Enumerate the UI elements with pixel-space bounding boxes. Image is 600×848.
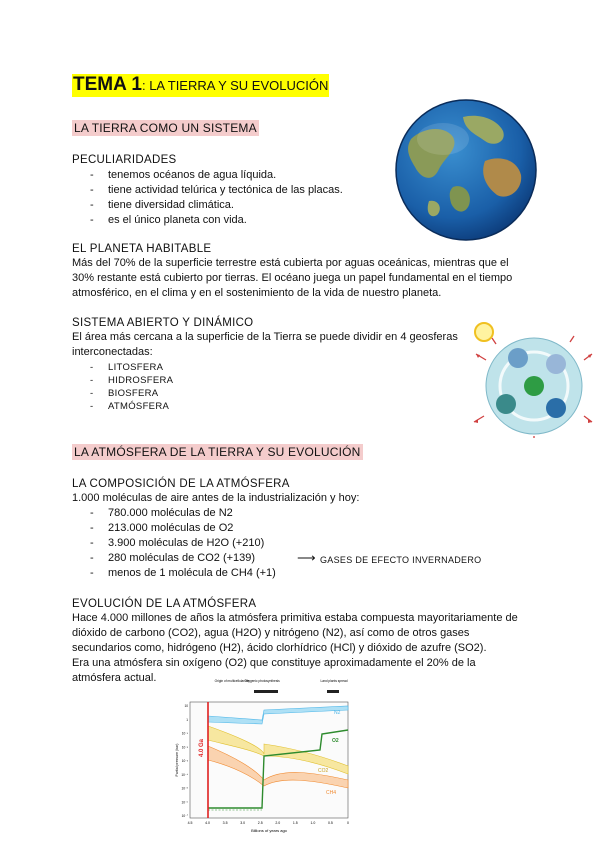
paragraph-line: atmósfera actual. — [72, 672, 157, 684]
legend-n2: N2 — [334, 710, 341, 716]
list-item: - menos de 1 molécula de CH4 (+1) — [72, 566, 302, 581]
sistema-heading: SISTEMA ABIERTO Y DINÁMICO — [72, 317, 254, 329]
evolucion-paragraph — [72, 611, 552, 686]
greenhouse-note: GASES DE EFECTO INVERNADERO — [320, 555, 482, 565]
earth-globe-image — [393, 97, 539, 243]
x-tick-label: 1.5 — [292, 821, 298, 825]
x-tick-label: 0.5 — [328, 821, 333, 825]
page-title — [72, 74, 329, 97]
x-tick-label: 3.5 — [222, 821, 228, 825]
y-tick-label: 10⁻⁷ — [181, 814, 188, 818]
paragraph-line: Era una atmósfera sin oxígeno (O2) que constituye aproximadamente el 20% de la — [72, 657, 476, 669]
list-item: - ATMÓSFERA — [72, 400, 272, 413]
list-item: - 780.000 moléculas de N2 — [72, 506, 302, 521]
list-item: - es el único planeta con vida. — [72, 213, 402, 228]
paragraph-line: Hace 4.000 millones de años la atmósfera primitiva estaba compuesta mayoritariamente de — [72, 612, 518, 624]
list-item: - 213.000 moléculas de O2 — [72, 521, 302, 536]
list-item: - tiene diversidad climática. — [72, 198, 402, 213]
arrow-icon: ⟶ — [297, 550, 316, 565]
list-item: - HIDROSFERA — [72, 374, 272, 387]
y-tick-label: 10⁻⁴ — [181, 772, 188, 777]
geosferas-diagram-image — [466, 320, 596, 438]
paragraph-line: interconectadas: — [72, 346, 153, 358]
chart-x-label: Billions of years ago — [251, 828, 287, 833]
list-item: - tenemos océanos de agua líquida. — [72, 168, 402, 183]
chart-y-label: Partial pressure (bar) — [175, 743, 179, 777]
y-tick-label: 10⁻¹ — [181, 731, 188, 736]
y-tick-label: 1 — [186, 717, 188, 722]
x-tick-label: 1.0 — [310, 821, 316, 825]
list-item: - tiene actividad telúrica y tectónica de las placas. — [72, 183, 402, 198]
y-tick-label: 10 — [184, 704, 188, 708]
chart-top-label: Oxygenic photosynthesis — [244, 679, 280, 683]
y-tick-label: 10⁻⁶ — [181, 800, 188, 805]
habitable-paragraph — [72, 256, 552, 301]
x-tick-label: 2.0 — [275, 821, 281, 825]
x-tick-label: 4.5 — [187, 821, 193, 825]
chart-top-label: Land plants spread — [320, 679, 348, 683]
peculiaridades-heading: PECULIARIDADES — [72, 154, 177, 166]
legend-co2: CO2 — [318, 768, 329, 774]
atmosphere-evolution-chart — [172, 676, 358, 836]
chart-marker-label: 4.0 Ga — [199, 738, 205, 758]
habitable-heading: EL PLANETA HABITABLE — [72, 243, 212, 255]
evolucion-heading: EVOLUCIÓN DE LA ATMÓSFERA — [72, 598, 257, 610]
title-rest: : LA TIERRA Y SU EVOLUCIÓN — [141, 78, 329, 93]
y-tick-label: 10⁻² — [181, 745, 188, 750]
chart-top-label: Origin of multicellular life — [214, 679, 250, 683]
composicion-heading: LA COMPOSICIÓN DE LA ATMÓSFERA — [72, 478, 290, 490]
section-heading-tierra: LA TIERRA COMO UN SISTEMA — [74, 121, 257, 135]
section-heading-atmosfera: LA ATMÓSFERA DE LA TIERRA Y SU EVOLUCIÓN — [74, 445, 361, 459]
y-tick-label: 10⁻³ — [181, 759, 188, 763]
legend-o2: O2 — [332, 738, 339, 744]
peculiaridades-list — [72, 168, 402, 228]
paragraph-line: El área más cercana a la superficie de la Tierra se puede dividir en 4 geosferas — [72, 331, 458, 343]
x-tick-label: 4.0 — [205, 821, 210, 825]
y-tick-label: 10⁻⁵ — [181, 786, 188, 791]
paragraph-line: 30% restante está cubierto por tierras. El océano juega un papel fundamental en el tiempo — [72, 272, 513, 284]
title-bold: TEMA 1 — [73, 74, 142, 95]
list-item: - 280 moléculas de CO2 (+139) — [72, 551, 302, 566]
composicion-intro: 1.000 moléculas de aire antes de la industrialización y hoy: — [72, 492, 360, 504]
land-plants-bar — [327, 690, 339, 693]
paragraph-line: atmosférico, en el clima y en el sostenimiento de la vida de nuestro planeta. — [72, 287, 442, 299]
x-tick-label: 2.5 — [257, 821, 263, 825]
composicion-list — [72, 506, 302, 581]
list-item: - BIOSFERA — [72, 387, 272, 400]
list-item: - LITOSFERA — [72, 361, 272, 374]
x-tick-label: 0 — [347, 821, 349, 825]
paragraph-line: dióxido de carbono (CO2), agua (H2O) y nitrógeno (N2), así como de otros gases — [72, 627, 470, 639]
paragraph-line: Más del 70% de la superficie terrestre está cubierta por aguas oceánicas, mientras que el — [72, 257, 509, 269]
photosynthesis-bar — [254, 690, 278, 693]
sistema-paragraph — [72, 330, 472, 360]
paragraph-line: secundarios como, hidrógeno (H2), ácido clorhídrico (HCl) y dióxido de azufre (SO2). — [72, 642, 487, 654]
legend-ch4: CH4 — [326, 790, 337, 796]
x-tick-label: 3.0 — [240, 821, 246, 825]
geosferas-list — [72, 361, 272, 413]
list-item: - 3.900 moléculas de H2O (+210) — [72, 536, 302, 551]
